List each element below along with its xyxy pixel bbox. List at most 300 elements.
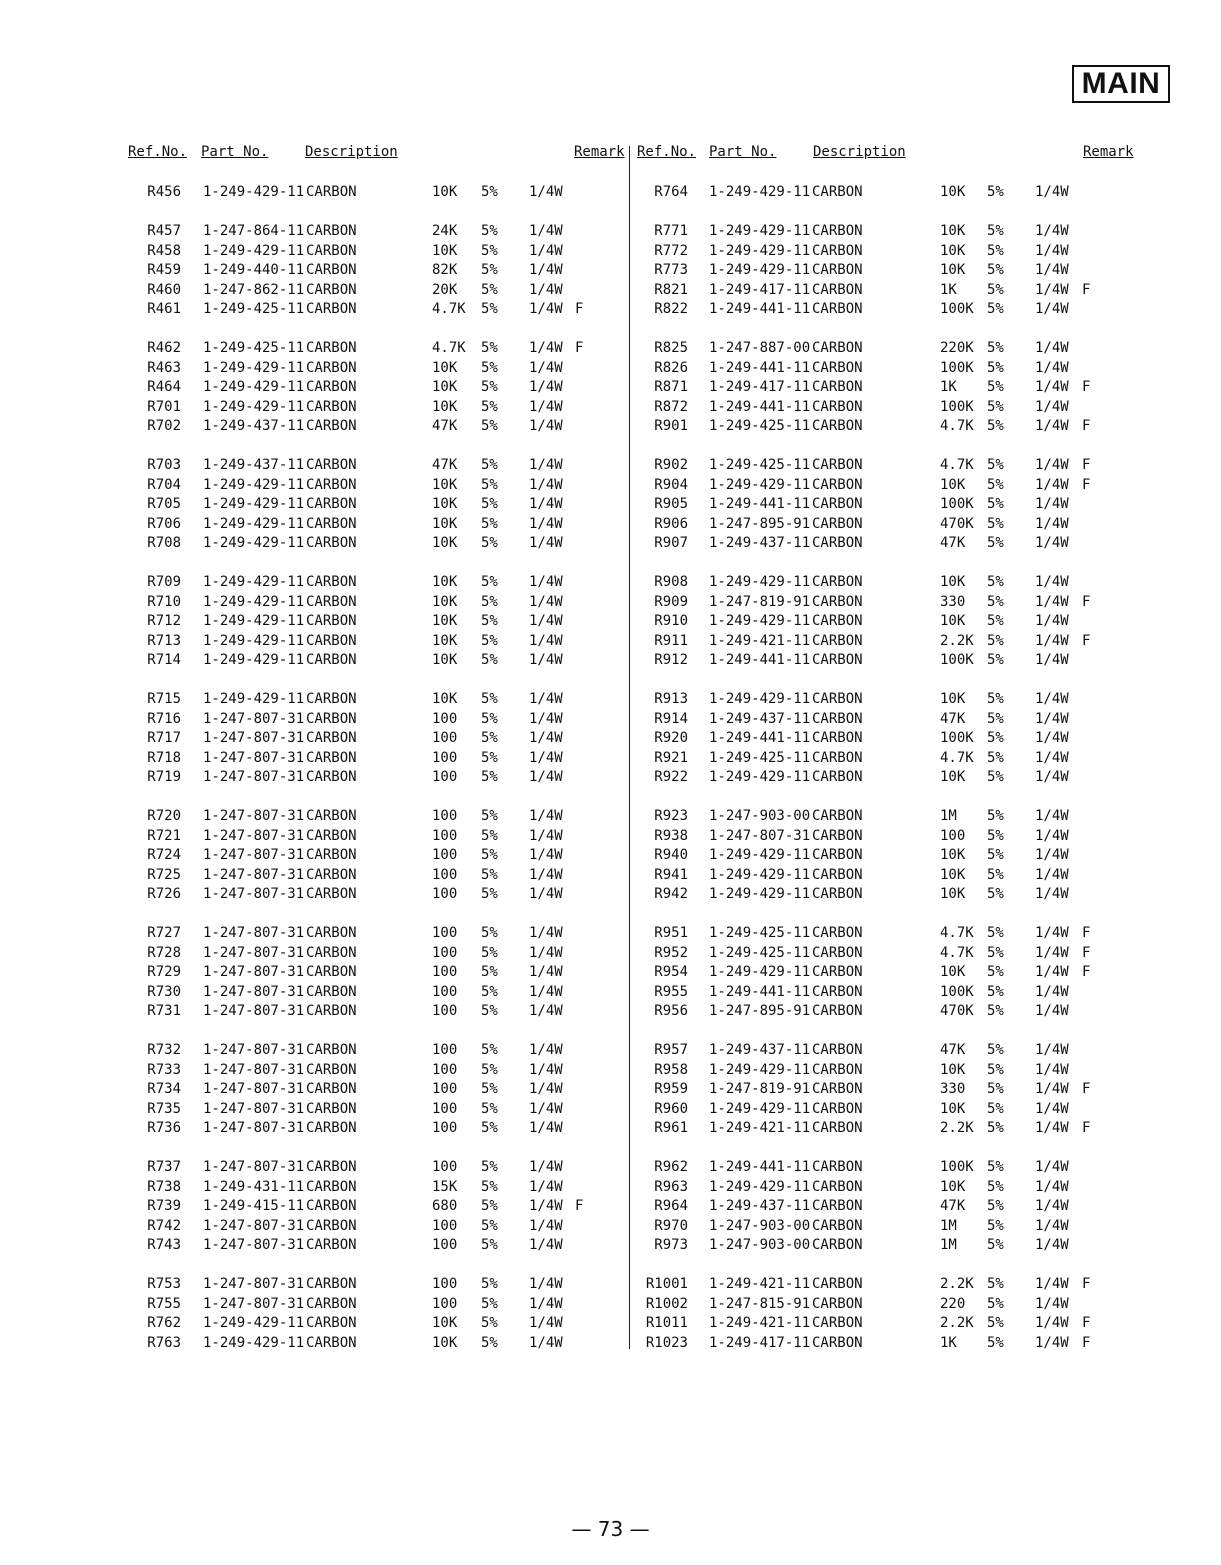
cell-desc: CARBON [306, 1217, 357, 1234]
cell-ref: R705 [147, 496, 181, 512]
cell-desc: CARBON [306, 1178, 357, 1195]
cell-remark: F [1082, 1315, 1091, 1331]
header-description-right: Description [813, 144, 906, 160]
part-group [630, 183, 1221, 203]
cell-tol: 5% [481, 944, 498, 961]
cell-ref: R908 [654, 574, 688, 590]
cell-watt: 1/4W [529, 944, 563, 961]
cell-desc: CARBON [812, 1295, 863, 1312]
cell-tol: 5% [987, 808, 1004, 824]
cell-part: 1-249-429-11 [203, 379, 305, 395]
cell-part: 1-249-441-11 [709, 1159, 811, 1175]
cell-watt: 1/4W [529, 1120, 563, 1136]
cell-ref: R724 [147, 847, 181, 863]
table-row [0, 924, 630, 944]
cell-value: 10K [940, 769, 966, 785]
cell-tol: 5% [987, 535, 1004, 551]
cell-ref: R973 [654, 1237, 688, 1253]
table-row [0, 222, 630, 242]
cell-watt: 1/4W [1035, 301, 1069, 317]
cell-desc: CARBON [306, 944, 357, 961]
cell-watt: 1/4W [529, 808, 563, 824]
cell-value: 20K [432, 281, 458, 298]
cell-part: 1-249-425-11 [709, 457, 811, 473]
cell-tol: 5% [481, 1198, 498, 1214]
table-row [630, 1217, 1221, 1237]
cell-desc: CARBON [812, 691, 863, 707]
cell-remark: F [1082, 1276, 1091, 1292]
cell-desc: CARBON [812, 886, 863, 902]
cell-watt: 1/4W [529, 496, 563, 512]
cell-ref: R725 [147, 866, 181, 883]
cell-desc: CARBON [812, 379, 863, 395]
cell-watt: 1/4W [1035, 1237, 1069, 1253]
cell-desc: CARBON [812, 535, 863, 551]
cell-tol: 5% [987, 515, 1004, 532]
cell-watt: 1/4W [529, 847, 563, 863]
cell-value: 1K [940, 379, 957, 395]
cell-value: 100 [432, 1042, 458, 1058]
cell-ref: R459 [147, 262, 181, 278]
cell-ref: R719 [147, 769, 181, 785]
table-row [0, 729, 630, 749]
cell-desc: CARBON [306, 827, 357, 844]
cell-desc: CARBON [306, 1237, 357, 1253]
cell-ref: R728 [147, 944, 181, 961]
cell-part: 1-247-807-31 [203, 730, 305, 746]
cell-watt: 1/4W [1035, 457, 1069, 473]
cell-value: 100K [940, 398, 974, 415]
cell-part: 1-247-807-31 [203, 1237, 305, 1253]
cell-watt: 1/4W [1035, 886, 1069, 902]
table-row [0, 1334, 630, 1354]
cell-value: 10K [940, 866, 966, 883]
cell-value: 100 [432, 847, 458, 863]
cell-watt: 1/4W [1035, 340, 1069, 356]
cell-desc: CARBON [812, 925, 863, 941]
cell-tol: 5% [481, 866, 498, 883]
cell-remark: F [1082, 1081, 1091, 1097]
cell-ref: R730 [147, 983, 181, 1000]
cell-value: 10K [432, 359, 458, 376]
cell-desc: CARBON [812, 457, 863, 473]
cell-desc: CARBON [812, 476, 863, 493]
cell-watt: 1/4W [1035, 769, 1069, 785]
table-row [0, 807, 630, 827]
cell-part: 1-247-807-31 [203, 886, 305, 902]
cell-watt: 1/4W [1035, 1217, 1069, 1234]
cell-ref: R733 [147, 1061, 181, 1078]
cell-value: 10K [432, 1334, 458, 1351]
cell-watt: 1/4W [529, 1081, 563, 1097]
cell-watt: 1/4W [529, 886, 563, 902]
cell-tol: 5% [481, 632, 498, 649]
table-row [630, 242, 1221, 262]
cell-watt: 1/4W [1035, 398, 1069, 415]
cell-desc: CARBON [306, 1100, 357, 1117]
cell-ref: R871 [654, 379, 688, 395]
cell-ref: R970 [654, 1217, 688, 1234]
cell-desc: CARBON [812, 632, 863, 649]
cell-tol: 5% [481, 613, 498, 629]
cell-desc: CARBON [306, 613, 357, 629]
cell-value: 470K [940, 1003, 974, 1019]
cell-desc: CARBON [812, 1003, 863, 1019]
cell-ref: R914 [654, 710, 688, 727]
cell-desc: CARBON [306, 1042, 357, 1058]
cell-watt: 1/4W [529, 1159, 563, 1175]
table-row [630, 1334, 1221, 1354]
cell-part: 1-249-429-11 [203, 184, 305, 200]
cell-part: 1-247-887-00 [709, 340, 811, 356]
cell-watt: 1/4W [1035, 281, 1069, 298]
table-row [0, 749, 630, 769]
table-row [0, 1002, 630, 1022]
cell-part: 1-249-429-11 [203, 691, 305, 707]
cell-part: 1-249-417-11 [709, 281, 811, 298]
table-row [630, 456, 1221, 476]
cell-tol: 5% [481, 184, 498, 200]
cell-value: 10K [432, 379, 458, 395]
table-row [630, 1295, 1221, 1315]
cell-tol: 5% [987, 1100, 1004, 1117]
cell-watt: 1/4W [1035, 866, 1069, 883]
cell-watt: 1/4W [529, 515, 563, 532]
cell-desc: CARBON [812, 769, 863, 785]
cell-value: 4.7K [432, 301, 466, 317]
part-group [0, 690, 630, 788]
cell-tol: 5% [987, 1295, 1004, 1312]
cell-ref: R872 [654, 398, 688, 415]
cell-ref: R715 [147, 691, 181, 707]
cell-value: 10K [432, 593, 458, 610]
table-row [0, 885, 630, 905]
cell-watt: 1/4W [529, 1237, 563, 1253]
cell-ref: R703 [147, 457, 181, 473]
cell-value: 1M [940, 808, 957, 824]
cell-tol: 5% [481, 691, 498, 707]
cell-watt: 1/4W [1035, 262, 1069, 278]
cell-desc: CARBON [306, 242, 357, 259]
cell-part: 1-247-807-31 [203, 1100, 305, 1117]
table-row [0, 827, 630, 847]
table-row [0, 768, 630, 788]
cell-tol: 5% [481, 359, 498, 376]
table-row [630, 944, 1221, 964]
cell-watt: 1/4W [529, 1276, 563, 1292]
table-row [630, 963, 1221, 983]
cell-tol: 5% [481, 593, 498, 610]
cell-watt: 1/4W [529, 827, 563, 844]
cell-watt: 1/4W [529, 476, 563, 493]
cell-tol: 5% [481, 808, 498, 824]
cell-watt: 1/4W [1035, 535, 1069, 551]
cell-watt: 1/4W [1035, 1334, 1069, 1351]
cell-ref: R460 [147, 281, 181, 298]
cell-desc: CARBON [306, 1061, 357, 1078]
cell-value: 10K [940, 476, 966, 493]
cell-value: 24K [432, 223, 458, 239]
cell-part: 1-249-441-11 [709, 301, 811, 317]
cell-desc: CARBON [306, 749, 357, 766]
cell-ref: R701 [147, 398, 181, 415]
cell-watt: 1/4W [1035, 515, 1069, 532]
cell-tol: 5% [987, 1276, 1004, 1292]
cell-desc: CARBON [812, 574, 863, 590]
cell-ref: R940 [654, 847, 688, 863]
cell-desc: CARBON [812, 1159, 863, 1175]
table-row [630, 1236, 1221, 1256]
part-group [630, 1041, 1221, 1139]
cell-ref: R1023 [645, 1334, 688, 1351]
cell-desc: CARBON [306, 398, 357, 415]
cell-watt: 1/4W [1035, 944, 1069, 961]
cell-value: 1K [940, 1334, 957, 1351]
parts-list-right [630, 183, 1221, 1373]
cell-part: 1-247-807-31 [203, 1295, 305, 1312]
cell-part: 1-249-441-11 [709, 359, 811, 376]
table-row [630, 983, 1221, 1003]
cell-part: 1-247-807-31 [203, 1276, 305, 1292]
table-row [0, 300, 630, 320]
cell-part: 1-247-807-31 [203, 1061, 305, 1078]
cell-part: 1-247-807-31 [203, 1159, 305, 1175]
cell-desc: CARBON [812, 1237, 863, 1253]
cell-ref: R938 [654, 827, 688, 844]
cell-watt: 1/4W [529, 1178, 563, 1195]
cell-value: 10K [432, 535, 458, 551]
part-group [0, 339, 630, 437]
cell-ref: R704 [147, 476, 181, 493]
table-row [630, 749, 1221, 769]
cell-value: 100 [432, 1100, 458, 1117]
table-row [0, 1295, 630, 1315]
cell-tol: 5% [987, 1120, 1004, 1136]
table-row [0, 612, 630, 632]
table-row [0, 261, 630, 281]
cell-desc: CARBON [812, 593, 863, 610]
cell-value: 100 [432, 886, 458, 902]
header-part-no-right: Part No. [709, 144, 777, 160]
cell-desc: CARBON [306, 1315, 357, 1331]
table-row [630, 1158, 1221, 1178]
cell-value: 100 [432, 1159, 458, 1175]
cell-ref: R922 [654, 769, 688, 785]
cell-watt: 1/4W [529, 691, 563, 707]
cell-watt: 1/4W [529, 769, 563, 785]
table-row [630, 1275, 1221, 1295]
cell-watt: 1/4W [529, 983, 563, 1000]
cell-tol: 5% [481, 1178, 498, 1195]
cell-tol: 5% [481, 496, 498, 512]
cell-ref: R907 [654, 535, 688, 551]
cell-desc: CARBON [812, 1315, 863, 1331]
cell-tol: 5% [987, 944, 1004, 961]
cell-ref: R716 [147, 710, 181, 727]
part-group [0, 222, 630, 320]
cell-tol: 5% [481, 652, 498, 668]
cell-ref: R909 [654, 593, 688, 610]
cell-value: 4.7K [940, 457, 974, 473]
cell-ref: R941 [654, 866, 688, 883]
cell-value: 10K [432, 652, 458, 668]
cell-part: 1-247-807-31 [709, 827, 811, 844]
cell-value: 2.2K [940, 1315, 974, 1331]
cell-tol: 5% [987, 1334, 1004, 1351]
cell-value: 10K [940, 964, 966, 980]
part-group [630, 456, 1221, 554]
table-row [630, 339, 1221, 359]
table-row [0, 1080, 630, 1100]
cell-tol: 5% [481, 242, 498, 259]
table-row [630, 612, 1221, 632]
cell-desc: CARBON [812, 242, 863, 259]
cell-tol: 5% [987, 1081, 1004, 1097]
cell-desc: CARBON [812, 944, 863, 961]
table-row [0, 710, 630, 730]
cell-tol: 5% [987, 184, 1004, 200]
cell-value: 1M [940, 1217, 957, 1234]
cell-tol: 5% [481, 847, 498, 863]
cell-desc: CARBON [306, 964, 357, 980]
cell-desc: CARBON [306, 359, 357, 376]
table-row [0, 495, 630, 515]
cell-value: 10K [940, 613, 966, 629]
cell-ref: R904 [654, 476, 688, 493]
cell-desc: CARBON [812, 340, 863, 356]
cell-value: 10K [940, 242, 966, 259]
cell-part: 1-249-429-11 [709, 1178, 811, 1195]
cell-ref: R710 [147, 593, 181, 610]
table-row [630, 573, 1221, 593]
cell-desc: CARBON [812, 808, 863, 824]
cell-desc: CARBON [306, 1276, 357, 1292]
cell-tol: 5% [987, 964, 1004, 980]
cell-ref: R921 [654, 749, 688, 766]
table-row [630, 710, 1221, 730]
cell-tol: 5% [481, 281, 498, 298]
part-group [630, 690, 1221, 788]
table-row [630, 515, 1221, 535]
cell-tol: 5% [481, 262, 498, 278]
cell-desc: CARBON [306, 1198, 357, 1214]
cell-part: 1-249-429-11 [203, 476, 305, 493]
cell-value: 100 [940, 827, 966, 844]
cell-value: 4.7K [940, 749, 974, 766]
part-group [0, 573, 630, 671]
cell-value: 10K [940, 223, 966, 239]
cell-part: 1-249-429-11 [709, 184, 811, 200]
cell-part: 1-249-429-11 [709, 574, 811, 590]
cell-watt: 1/4W [529, 1042, 563, 1058]
cell-remark: F [1082, 418, 1091, 434]
cell-tol: 5% [987, 476, 1004, 493]
table-row [630, 222, 1221, 242]
cell-tol: 5% [987, 847, 1004, 863]
cell-tol: 5% [987, 1217, 1004, 1234]
cell-part: 1-249-425-11 [709, 944, 811, 961]
cell-part: 1-247-807-31 [203, 944, 305, 961]
cell-tol: 5% [481, 1334, 498, 1351]
cell-watt: 1/4W [529, 925, 563, 941]
cell-tol: 5% [987, 398, 1004, 415]
cell-desc: CARBON [306, 769, 357, 785]
table-row [0, 281, 630, 301]
part-group [630, 807, 1221, 905]
cell-value: 100 [432, 1003, 458, 1019]
cell-part: 1-247-807-31 [203, 964, 305, 980]
cell-value: 47K [940, 1198, 966, 1214]
cell-watt: 1/4W [1035, 242, 1069, 259]
cell-watt: 1/4W [529, 1217, 563, 1234]
cell-part: 1-249-429-11 [709, 1100, 811, 1117]
cell-desc: CARBON [306, 730, 357, 746]
cell-watt: 1/4W [529, 613, 563, 629]
cell-value: 10K [432, 398, 458, 415]
cell-ref: R772 [654, 242, 688, 259]
cell-ref: R714 [147, 652, 181, 668]
cell-tol: 5% [987, 418, 1004, 434]
cell-desc: CARBON [306, 710, 357, 727]
cell-desc: CARBON [306, 808, 357, 824]
cell-part: 1-249-425-11 [709, 418, 811, 434]
table-row [0, 359, 630, 379]
cell-part: 1-247-862-11 [203, 281, 305, 298]
cell-watt: 1/4W [1035, 359, 1069, 376]
cell-desc: CARBON [306, 847, 357, 863]
cell-value: 10K [432, 574, 458, 590]
cell-desc: CARBON [306, 223, 357, 239]
table-row [630, 807, 1221, 827]
cell-tol: 5% [987, 379, 1004, 395]
cell-ref: R911 [654, 632, 688, 649]
cell-part: 1-247-807-31 [203, 808, 305, 824]
cell-desc: CARBON [812, 1081, 863, 1097]
cell-part: 1-247-903-00 [709, 1237, 811, 1253]
cell-value: 330 [940, 1081, 966, 1097]
cell-watt: 1/4W [529, 418, 563, 434]
header-ref-no-left: Ref.No. [128, 144, 188, 160]
cell-part: 1-249-425-11 [203, 301, 305, 317]
cell-desc: CARBON [812, 964, 863, 980]
cell-ref: R739 [147, 1198, 181, 1214]
cell-part: 1-249-437-11 [709, 1198, 811, 1214]
cell-desc: CARBON [306, 1003, 357, 1019]
cell-tol: 5% [481, 983, 498, 1000]
cell-watt: 1/4W [529, 457, 563, 473]
table-row [0, 1119, 630, 1139]
part-group [630, 573, 1221, 671]
cell-value: 2.2K [940, 632, 974, 649]
cell-part: 1-249-437-11 [709, 1042, 811, 1058]
cell-ref: R717 [147, 730, 181, 746]
cell-value: 10K [432, 476, 458, 493]
cell-ref: R901 [654, 418, 688, 434]
cell-tol: 5% [481, 418, 498, 434]
cell-watt: 1/4W [529, 281, 563, 298]
cell-desc: CARBON [306, 515, 357, 532]
cell-value: 2.2K [940, 1276, 974, 1292]
cell-ref: R736 [147, 1120, 181, 1136]
cell-remark: F [1082, 593, 1091, 610]
cell-watt: 1/4W [1035, 730, 1069, 746]
cell-desc: CARBON [306, 691, 357, 707]
cell-watt: 1/4W [1035, 1276, 1069, 1292]
cell-part: 1-247-807-31 [203, 769, 305, 785]
cell-tol: 5% [481, 1100, 498, 1117]
cell-watt: 1/4W [1035, 1178, 1069, 1195]
cell-value: 100 [432, 866, 458, 883]
